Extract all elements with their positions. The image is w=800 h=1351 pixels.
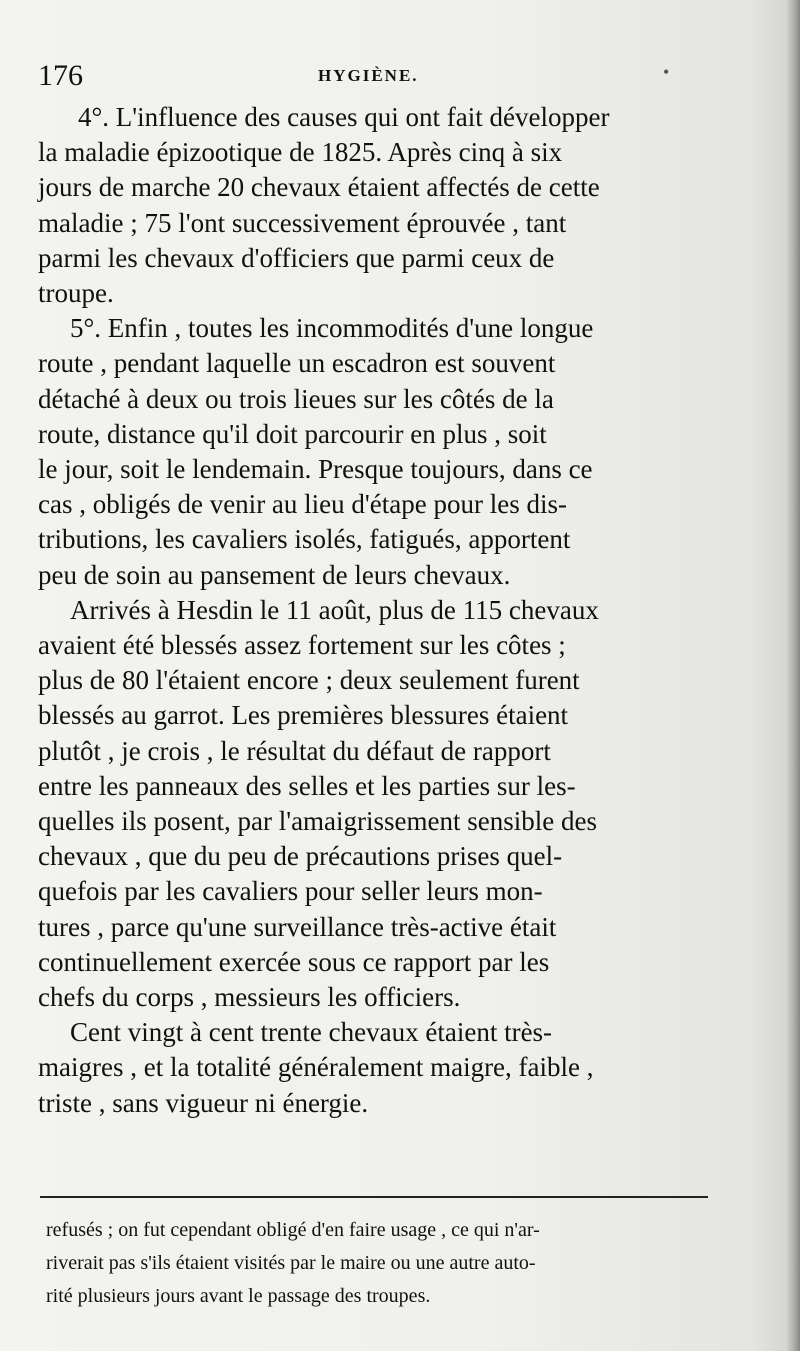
text-line: tributions, les cavaliers isolés, fatigués, apportent — [38, 524, 571, 555]
text-line: jours de marche 20 chevaux étaient affectés de cette — [38, 172, 600, 203]
footnote-line: rité plusieurs jours avant le passage des troupes. — [46, 1285, 431, 1307]
text-line: route, distance qu'il doit parcourir en plus , soit — [38, 418, 547, 449]
text-line: plus de 80 l'étaient encore ; deux seulement furent — [38, 665, 580, 696]
text-line: le jour, soit le lendemain. Presque toujours, dans ce — [38, 454, 593, 485]
footnote-line: refusés ; on fut cependant obligé d'en faire usage , ce qui n'ar- — [46, 1219, 540, 1241]
paragraph-5 — [38, 311, 708, 593]
text-line: entre les panneaux des selles et les parties sur les- — [38, 770, 576, 801]
ink-spot: • — [663, 62, 670, 82]
text-line: quelles ils posent, par l'amaigrissement sensible des — [38, 806, 597, 837]
text-line: 5°. Enfin , toutes les incommodités d'une longue — [70, 313, 594, 344]
paragraph-4 — [38, 100, 708, 311]
text-line: quefois par les cavaliers pour seller leurs mon- — [38, 876, 543, 907]
text-line: triste , sans vigueur ni énergie. — [38, 1087, 369, 1118]
page-edge-shadow — [786, 0, 800, 1351]
text-line: tures , parce qu'une surveillance très-active était — [38, 911, 557, 942]
footnote-divider — [40, 1196, 708, 1198]
running-head: HYGIÈNE. — [318, 66, 419, 85]
text-line: 4°. L'influence des causes qui ont fait développer — [78, 102, 610, 132]
text-line: plutôt , je crois , le résultat du défaut de rapport — [38, 735, 551, 766]
text-line: parmi les chevaux d'officiers que parmi ceux de — [38, 242, 555, 273]
text-line: Arrivés à Hesdin le 11 août, plus de 115 chevaux — [70, 594, 599, 625]
text-line: la maladie épizootique de 1825. Après cinq à six — [38, 137, 563, 168]
footnote-text — [46, 1214, 708, 1313]
text-line: Cent vingt à cent trente chevaux étaient très- — [70, 1017, 553, 1048]
text-line: continuellement exercée sous ce rapport par les — [38, 946, 550, 977]
text-line: maigres , et la totalité généralement maigre, faible , — [38, 1052, 594, 1083]
text-line: détaché à deux ou trois lieues sur les côtés de la — [38, 383, 554, 414]
text-line: troupe. — [38, 278, 114, 309]
footnote — [46, 1214, 708, 1313]
text-line: cas , obligés de venir au lieu d'étape pour les dis- — [38, 489, 567, 520]
text-line: route , pendant laquelle un escadron est souvent — [38, 348, 556, 379]
paragraph-condition — [38, 1015, 708, 1121]
main-text — [38, 100, 708, 1121]
text-line: peu de soin au pansement de leurs chevaux. — [38, 559, 511, 590]
text-line: maladie ; 75 l'ont successivement éprouvée , tant — [38, 207, 567, 238]
page-number: 176 — [38, 59, 83, 92]
text-line: avaient été blessés assez fortement sur les côtes ; — [38, 630, 566, 661]
footnote-line: riverait pas s'ils étaient visités par le maire ou une autre auto- — [46, 1252, 536, 1274]
page-header — [38, 58, 708, 94]
text-line: chefs du corps , messieurs les officiers. — [38, 982, 461, 1013]
text-line: blessés au garrot. Les premières blessures étaient — [38, 700, 569, 731]
paragraph-arrival — [38, 593, 708, 1015]
text-line: chevaux , que du peu de précautions prises quel- — [38, 841, 563, 872]
